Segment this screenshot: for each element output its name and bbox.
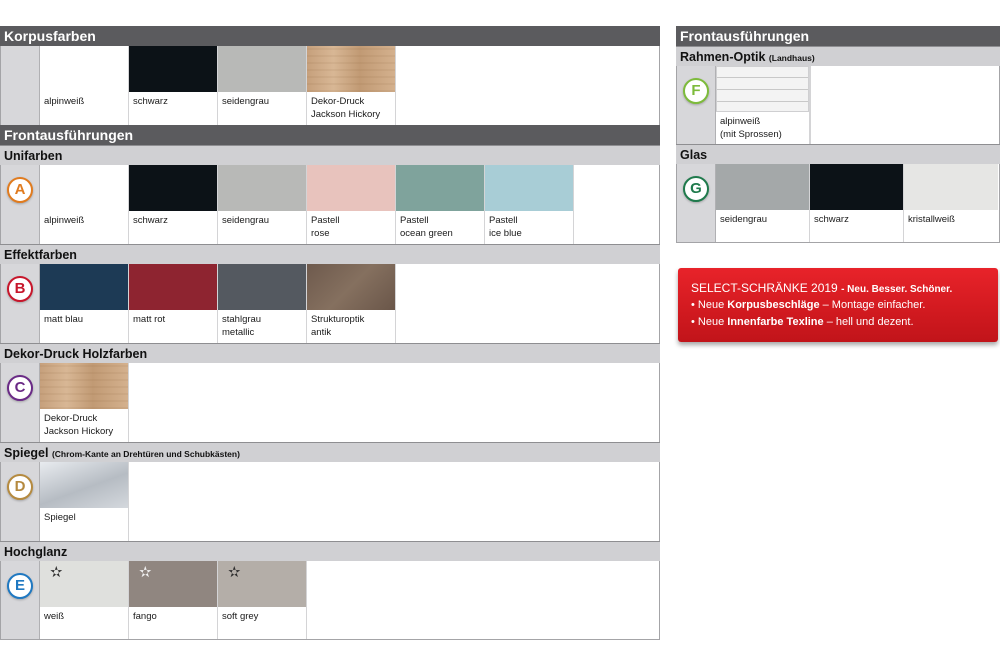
color-chart-left [0,26,660,640]
swatch-korpus-alpinweiss [40,46,129,125]
swatch-label: seidengrau [222,215,270,226]
row-spacer [129,363,659,442]
swatch-uni-schwarz [129,165,218,244]
korpus-row [0,46,660,125]
swatch-label: matt rot [133,314,166,325]
letter-cell [1,363,40,442]
hochglanz-header: Hochglanz [0,541,660,561]
swatch-effekt-strukturoptik [307,264,396,343]
swatch-label: Dekor-Druck Jackson Hickory [311,96,381,120]
swatch-effekt-matt-rot [129,264,218,343]
swatch-chip [396,165,484,211]
high-gloss-star-icon: ✫ [139,564,152,581]
swatch-chip [904,164,998,210]
letter-cell [1,561,40,639]
swatch-label: Pastell rose [311,215,340,239]
promo-line-1 [691,297,998,314]
swatch-label: Pastell ice blue [489,215,522,239]
swatch-uni-pastell-rose [307,165,396,244]
badge-E-icon: E [7,573,33,599]
swatch-uni-seidengrau [218,165,307,244]
swatch-chip [810,164,903,210]
swatch-chip [40,165,128,211]
swatch-label: alpinweiß [44,215,85,226]
swatch-label: fango [133,611,157,622]
badge-D-icon: D [7,474,33,500]
frame-line [717,89,808,90]
letter-cell [677,164,716,242]
spiegel-header [0,442,660,462]
swatch-label: Spiegel [44,512,76,523]
rahmen-row [676,66,1000,144]
swatch-dekor-jackson-hickory [40,363,129,442]
swatch-label: seidengrau [720,214,768,225]
row-spacer [396,264,659,343]
frame-line [717,101,808,102]
letter-cell [1,264,40,343]
swatch-uni-pastell-ice-blue [485,165,574,244]
swatch-chip [129,46,217,92]
spiegel-row [0,462,660,541]
badge-F-icon: F [683,78,709,104]
swatch-chip [40,561,128,607]
glas-row [676,164,1000,243]
promo-line-1-prefix: • Neue [691,299,728,311]
spiegel-subtitle: (Chrom-Kante an Drehtüren und Schubkästen) [51,449,240,459]
swatch-label: seidengrau [222,96,270,107]
row-spacer [574,165,659,244]
promo-line-2 [691,314,998,331]
swatch-chip [129,561,217,607]
swatch-glas-schwarz [810,164,904,242]
swatch-chip [40,462,128,508]
rahmen-header [676,46,1000,66]
swatch-chip [307,264,395,310]
swatch-label: schwarz [133,215,168,226]
front-header: Frontausführungen [0,125,660,145]
swatch-chip [716,66,809,112]
promo-banner [678,268,998,342]
promo-line-1-suffix: – Montage einfacher. [819,299,926,311]
swatch-effekt-matt-blau [40,264,129,343]
badge-A-icon: A [7,177,33,203]
swatch-korpus-schwarz [129,46,218,125]
unifarben-row [0,165,660,244]
dekor-row [0,363,660,442]
swatch-label: schwarz [133,96,168,107]
swatch-uni-pastell-ocean-green [396,165,485,244]
swatch-korpus-seidengrau [218,46,307,125]
rahmen-title: Rahmen-Optik [680,50,766,64]
swatch-chip [218,561,306,607]
swatch-chip [218,46,306,92]
swatch-chip [129,165,217,211]
swatch-chip [129,264,217,310]
swatch-label: schwarz [814,214,849,225]
promo-subtitle: - Neu. Besser. Schöner. [841,284,953,295]
swatch-label: Dekor-Druck Jackson Hickory [44,413,114,437]
letter-cell [1,46,40,125]
swatch-label: Strukturoptik antik [311,314,365,338]
swatch-chip [307,165,395,211]
swatch-korpus-jackson-hickory [307,46,396,125]
effektfarben-row [0,264,660,343]
promo-title [691,281,998,297]
swatch-chip [218,264,306,310]
swatch-hochglanz-soft-grey [218,561,307,639]
spiegel-title: Spiegel [4,446,49,460]
badge-C-icon: C [7,375,33,401]
swatch-uni-alpinweiss [40,165,129,244]
swatch-label: stahlgrau metallic [222,314,262,338]
high-gloss-star-icon: ✫ [50,564,63,581]
swatch-spiegel [40,462,129,541]
swatch-effekt-stahlgrau [218,264,307,343]
korpus-header: Korpusfarben [0,26,660,46]
row-spacer [307,561,659,639]
promo-headline: SELECT-SCHRÄNKE 2019 [691,281,838,295]
unifarben-header: Unifarben [0,145,660,165]
row-spacer [810,66,999,144]
effektfarben-header: Effektfarben [0,244,660,264]
letter-cell [677,66,716,144]
swatch-chip [40,46,128,92]
badge-G-icon: G [683,176,709,202]
promo-line-2-prefix: • Neue [691,316,728,328]
right-front-header: Frontausführungen [676,26,1000,46]
promo-line-2-bold: Innenfarbe Texline [727,316,824,328]
swatch-chip [716,164,809,210]
swatch-chip [485,165,573,211]
swatch-label: soft grey [222,611,259,622]
swatch-glas-kristallweiss [904,164,998,242]
swatch-chip [40,264,128,310]
rahmen-subtitle: (Landhaus) [768,53,815,63]
swatch-label: Pastell ocean green [400,215,453,239]
badge-B-icon: B [7,276,33,302]
swatch-rahmen-alpinweiss [716,66,810,144]
swatch-hochglanz-weiss [40,561,129,639]
promo-line-1-bold: Korpusbeschläge [727,299,820,311]
high-gloss-star-icon: ✫ [228,564,241,581]
swatch-hochglanz-fango [129,561,218,639]
swatch-label: weiß [44,611,65,622]
letter-cell [1,165,40,244]
swatch-chip [218,165,306,211]
swatch-glas-seidengrau [716,164,810,242]
swatch-chip [307,46,395,92]
swatch-label: kristallweiß [908,214,955,225]
row-spacer [129,462,659,541]
swatch-label: matt blau [44,314,84,325]
promo-line-2-suffix: – hell und dezent. [823,316,914,328]
color-chart-right [676,26,1000,243]
frame-line [717,77,808,78]
dekor-header: Dekor-Druck Holzfarben [0,343,660,363]
hochglanz-row [0,561,660,640]
letter-cell [1,462,40,541]
swatch-label: alpinweiß [44,96,85,107]
swatch-label: alpinweiß (mit Sprossen) [720,116,782,140]
row-spacer [396,46,659,125]
glas-header: Glas [676,144,1000,164]
swatch-chip [40,363,128,409]
